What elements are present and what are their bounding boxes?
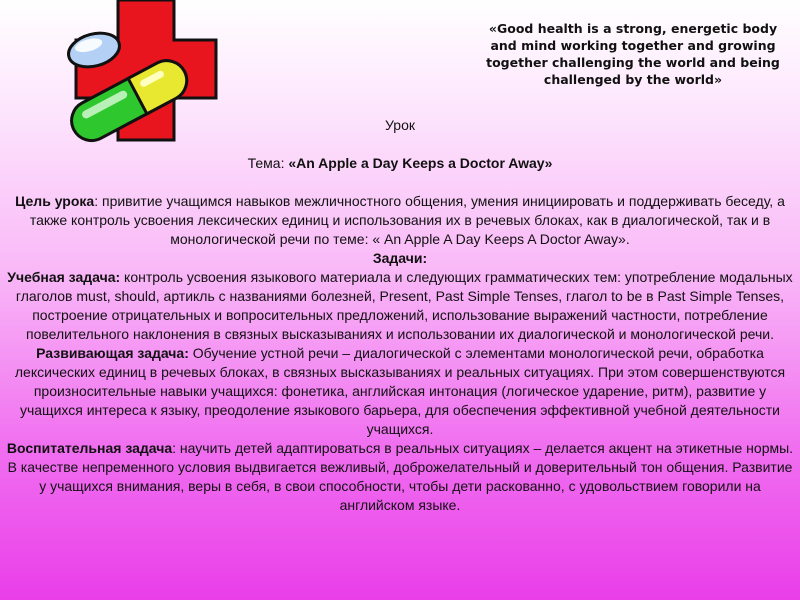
developing-task-text: Обучение устной речи – диалогической с элементами монологической речи, обработка лексических единиц в речевых блоках, в связных высказываниях и реальных ситуациях. При этом совершенствуются произносительные навыки учащихся: фонетика, английская интонация (логическое ударение, ритм), развитие у учащихся интереса к языку, преодоление языкового барьера, для обеспечения эффективной учебной деятельности учащихся. bbox=[14, 345, 786, 437]
goal-text: : привитие учащимся навыков межличностного общения, умения инициировать и поддерживать беседу, а также контроль усвоения лексических единиц и использования их в речевых блоках, как в диалогической, так и в монологической речи по теме: « An Apple A Day Keeps A Doctor Away». bbox=[29, 193, 785, 247]
lesson-topic bbox=[6, 154, 794, 173]
developing-task bbox=[6, 344, 794, 439]
lesson-goal bbox=[6, 192, 794, 249]
educational-task bbox=[6, 268, 794, 344]
upbringing-task bbox=[6, 439, 794, 515]
goal-label: Цель урока bbox=[15, 193, 95, 209]
developing-task-label: Развивающая задача: bbox=[36, 345, 189, 361]
upbringing-task-text: : научить детей адаптироваться в реальных ситуациях – делается акцент на этикетные нормы. В качестве непременного условия выдвигается вежливый, доброжелательный и доверительный тон общения. Развитие у учащихся внимания, веры в себя, в свои способности, чтобы дети раскованно, с удовольствием говорили на английском языке. bbox=[7, 440, 794, 513]
tasks-heading: Задачи: bbox=[372, 250, 428, 266]
topic-label: Тема: bbox=[247, 155, 289, 171]
educational-task-text: контроль усвоения языкового материала и следующих грамматических тем: употребление модальных глаголов must, should, артикль с названиями болезней, Present, Past Simple Tenses, глагол to be в Past Simple Tenses, построение отрицательных и вопросительных предложений, использование выражений частности, потребление повелительного наклонения в связных высказываниях и использовании их диалогической и монологической речи. bbox=[15, 269, 793, 342]
educational-task-label: Учебная задача: bbox=[7, 269, 121, 285]
upbringing-task-label: Воспитательная задача bbox=[6, 440, 173, 456]
lesson-label: Урок bbox=[385, 117, 415, 133]
epigraph-quote: «Good health is a strong, energetic body and mind working together and growing together challenging the world and being challenged by the world» bbox=[486, 21, 780, 87]
topic-title: «An Apple a Day Keeps a Doctor Away» bbox=[288, 155, 553, 171]
lesson-description bbox=[6, 116, 794, 515]
